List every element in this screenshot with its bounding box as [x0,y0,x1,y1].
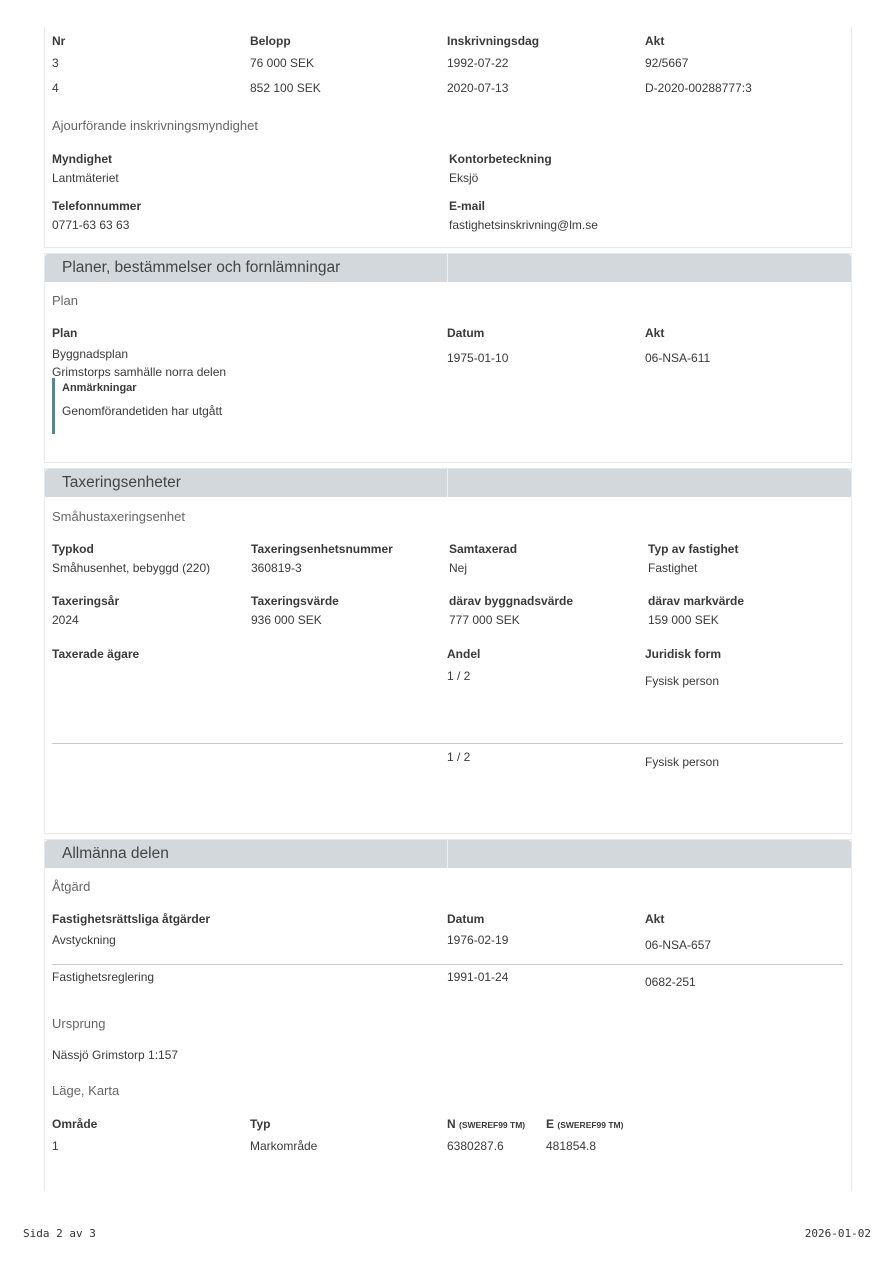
row-divider [52,964,843,965]
myndighet-value: Lantmäteriet [52,171,119,185]
markvarde-label: därav markvärde [648,594,745,608]
taxeringsar-value: 2024 [52,613,79,627]
owner-andel: 1 / 2 [447,669,471,683]
column-header-akt: Akt [645,912,665,926]
kontor-value: Eksjö [449,171,479,185]
note-text: Genomförandetiden har utgått [62,404,223,418]
markvarde-value: 159 000 SEK [648,613,719,627]
typkod-label: Typkod [52,542,94,556]
section-header [45,840,851,868]
typ-av-fastighet-label: Typ av fastighet [648,542,739,556]
column-header-belopp: Belopp [250,34,291,48]
section-title: Allmänna delen [62,845,169,862]
column-header-datum: Datum [447,326,485,340]
table-cell: D-2020-00288777:3 [645,81,752,95]
taxeringsenhetsnummer-value: 360819-3 [251,561,302,575]
table-cell: 3 [52,56,59,70]
owner-andel: 1 / 2 [447,750,471,764]
table-cell: 2020-07-13 [447,81,509,95]
kontor-label: Kontorbeteckning [449,152,552,166]
table-cell: 1976-02-19 [447,933,509,947]
page-number: Sida 2 av 3 [23,1227,96,1240]
table-cell: 1991-01-24 [447,970,509,984]
plan-description: Grimstorps samhälle norra delen [52,365,227,379]
column-header-typ: Typ [250,1117,271,1131]
column-header-plan: Plan [52,326,78,340]
table-cell: Fastighetsreglering [52,970,155,984]
taxering-subtitle: Småhustaxeringsenhet [52,509,185,524]
byggnadsvarde-label: därav byggnadsvärde [449,594,574,608]
owner-form: Fysisk person [645,674,720,688]
inskrivning-card [44,26,852,248]
column-header-datum: Datum [447,912,485,926]
atgard-subtitle: Åtgärd [52,879,91,894]
column-header-n: N (SWEREF99 TM) [447,1117,526,1131]
myndighet-subtitle: Ajourförande inskrivningsmyndighet [52,118,258,133]
table-cell: 92/5667 [645,56,689,70]
ursprung-subtitle: Ursprung [52,1016,106,1031]
section-header [45,469,851,497]
owner-form: Fysisk person [645,755,720,769]
table-cell: 1 [52,1139,59,1153]
column-header-akt: Akt [645,326,665,340]
plan-subtitle: Plan [52,293,79,308]
print-date: 2026-01-02 [804,1227,871,1240]
myndighet-label: Myndighet [52,152,112,166]
section-header [45,254,851,282]
email-label: E-mail [449,199,486,213]
anmarkningar-note [52,378,452,434]
taxeringsvarde-label: Taxeringsvärde [251,594,339,608]
row-divider [52,743,843,744]
table-cell: Avstyckning [52,933,116,947]
andel-label: Andel [447,647,481,661]
table-cell: 76 000 SEK [250,56,315,70]
table-cell: Markområde [250,1139,318,1153]
ursprung-value: Nässjö Grimstorp 1:157 [52,1048,179,1062]
taxeringsenhetsnummer-label: Taxeringsenhetsnummer [251,542,393,556]
plan-name: Byggnadsplan [52,347,129,361]
telefon-label: Telefonnummer [52,199,142,213]
table-cell: 6380287.6 [447,1139,504,1153]
samtaxerad-label: Samtaxerad [449,542,518,556]
section-title: Planer, bestämmelser och fornlämningar [62,259,341,276]
table-cell: 481854.8 [546,1139,597,1153]
column-header-omrade: Område [52,1117,98,1131]
planer-card [44,253,852,463]
typkod-value: Småhusenhet, bebyggd (220) [52,561,211,575]
allmanna-card [44,839,852,1191]
column-header-akt: Akt [645,34,665,48]
telefon-value: 0771-63 63 63 [52,218,130,232]
column-header-nr: Nr [52,34,66,48]
byggnadsvarde-value: 777 000 SEK [449,613,520,627]
taxerade-agare-label: Taxerade ägare [52,647,140,661]
taxering-card [44,468,852,834]
typ-av-fastighet-value: Fastighet [648,561,698,575]
table-cell: 0682-251 [645,975,696,989]
taxeringsar-label: Taxeringsår [52,594,120,608]
column-header-e: E (SWEREF99 TM) [546,1117,624,1131]
table-cell: 06-NSA-657 [645,938,712,952]
table-cell: 852 100 SEK [250,81,321,95]
juridisk-form-label: Juridisk form [645,647,722,661]
note-label: Anmärkningar [62,382,137,394]
table-cell: 1992-07-22 [447,56,509,70]
table-cell: 4 [52,81,59,95]
plan-akt: 06-NSA-611 [645,351,711,365]
lage-subtitle: Läge, Karta [52,1083,120,1098]
samtaxerad-value: Nej [449,561,468,575]
taxeringsvarde-value: 936 000 SEK [251,613,322,627]
section-title: Taxeringsenheter [62,474,181,491]
column-header-atgarder: Fastighetsrättsliga åtgärder [52,912,211,926]
email-value: fastighetsinskrivning@lm.se [449,218,598,232]
column-header-inskrivningsdag: Inskrivningsdag [447,34,540,48]
plan-datum: 1975-01-10 [447,351,509,365]
